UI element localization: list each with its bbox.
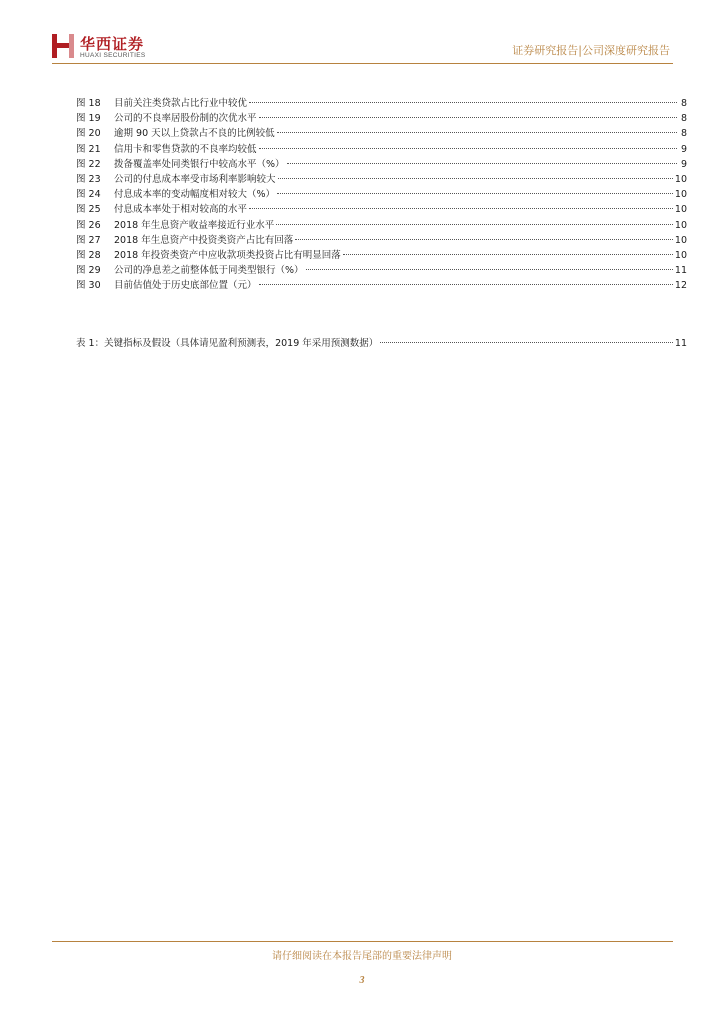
figure-page-number: 10 bbox=[674, 234, 687, 246]
leader-dots bbox=[249, 208, 673, 209]
figure-toc-label bbox=[76, 278, 257, 293]
figure-number: 图 22 bbox=[76, 158, 101, 170]
figure-page-number: 8 bbox=[680, 113, 687, 125]
figure-toc-entry[interactable] bbox=[76, 142, 687, 157]
figure-title: 2018 年投资类资产中应收款项类投资占比有明显回落 bbox=[114, 249, 341, 261]
figure-title: 公司的净息差之前整体低于同类型银行（%） bbox=[114, 265, 304, 277]
brand-name-en: HUAXI SECURITIES bbox=[80, 52, 146, 59]
leader-dots bbox=[287, 163, 677, 164]
figure-page-number: 9 bbox=[680, 158, 687, 170]
leader-dots bbox=[278, 178, 673, 179]
figure-toc-entry[interactable] bbox=[76, 111, 687, 126]
figure-title: 公司的不良率居股份制的次优水平 bbox=[114, 113, 257, 125]
figure-title: 2018 年生息资产收益率接近行业水平 bbox=[114, 219, 275, 231]
figure-number: 图 27 bbox=[76, 234, 101, 246]
figure-toc-entry[interactable] bbox=[76, 233, 687, 248]
figure-page-number: 11 bbox=[674, 265, 687, 277]
huaxi-logo-icon bbox=[52, 34, 74, 58]
figure-page-number: 10 bbox=[674, 204, 687, 216]
table-toc-entry[interactable] bbox=[76, 336, 687, 351]
figure-toc-label bbox=[76, 263, 304, 278]
figure-toc-label bbox=[76, 111, 257, 126]
figure-page-number: 8 bbox=[680, 98, 687, 109]
figure-page-number: 10 bbox=[674, 249, 687, 261]
leader-dots bbox=[259, 148, 677, 149]
figure-title: 拨备覆盖率处同类银行中较高水平（%） bbox=[114, 158, 285, 170]
figure-toc-entry[interactable] bbox=[76, 157, 687, 172]
figure-page-number: 10 bbox=[674, 189, 687, 201]
legal-disclaimer-notice: 请仔细阅读在本报告尾部的重要法律声明 bbox=[272, 951, 452, 962]
figure-number: 图 29 bbox=[76, 265, 101, 277]
figure-page-number: 10 bbox=[674, 219, 687, 231]
figure-toc-label bbox=[76, 233, 293, 248]
figure-number: 图 28 bbox=[76, 249, 101, 261]
figure-toc-entry[interactable] bbox=[76, 218, 687, 233]
leader-dots bbox=[277, 132, 677, 133]
figure-toc-label bbox=[76, 96, 247, 111]
figure-toc-entry[interactable] bbox=[76, 187, 687, 202]
leader-dots bbox=[306, 269, 673, 270]
figure-title: 付息成本率处于相对较高的水平 bbox=[114, 204, 248, 216]
figure-number: 图 30 bbox=[76, 280, 101, 292]
header-divider bbox=[52, 63, 673, 64]
figure-toc-label bbox=[76, 126, 275, 141]
leader-dots bbox=[276, 224, 673, 225]
page-header bbox=[0, 0, 724, 70]
leader-dots bbox=[259, 284, 673, 285]
figure-number: 图 25 bbox=[76, 204, 101, 216]
leader-dots bbox=[249, 102, 677, 103]
figure-toc-entry[interactable] bbox=[76, 172, 687, 187]
figure-number: 图 26 bbox=[76, 219, 101, 231]
figure-number: 图 19 bbox=[76, 113, 101, 125]
figure-title: 逾期 90 天以上贷款占不良的比例较低 bbox=[114, 128, 275, 140]
figure-toc-label bbox=[76, 248, 341, 263]
figure-toc-label bbox=[76, 202, 247, 217]
table-title: 表 1：关键指标及假设（具体请见盈利预测表，2019 年采用预测数据） bbox=[76, 338, 379, 349]
figure-number: 图 18 bbox=[76, 98, 101, 109]
figure-toc-entry[interactable] bbox=[76, 278, 687, 293]
figure-number: 图 23 bbox=[76, 173, 101, 185]
figure-title: 2018 年生息资产中投资类资产占比有回落 bbox=[114, 234, 294, 246]
figure-number: 图 21 bbox=[76, 143, 101, 155]
leader-dots bbox=[380, 342, 673, 343]
figure-toc-entry[interactable] bbox=[76, 248, 687, 263]
figure-number: 图 24 bbox=[76, 189, 101, 201]
figure-toc-label bbox=[76, 142, 257, 157]
figure-page-number: 10 bbox=[674, 173, 687, 185]
figure-page-number: 8 bbox=[680, 128, 687, 140]
figure-toc-entry[interactable] bbox=[76, 126, 687, 141]
figure-toc-entry[interactable] bbox=[76, 202, 687, 217]
figure-list bbox=[76, 96, 687, 293]
figure-toc-label bbox=[76, 187, 275, 202]
leader-dots bbox=[295, 239, 673, 240]
leader-dots bbox=[259, 117, 677, 118]
figure-title: 公司的付息成本率受市场利率影响较大 bbox=[114, 173, 276, 185]
figure-toc-label bbox=[76, 218, 274, 233]
footer-divider bbox=[52, 941, 673, 942]
figure-page-number: 12 bbox=[674, 280, 687, 292]
table-list bbox=[76, 336, 687, 351]
table-page-number: 11 bbox=[674, 338, 687, 349]
report-type-label: 证券研究报告|公司深度研究报告 bbox=[512, 44, 670, 57]
figure-toc-entry[interactable] bbox=[76, 263, 687, 278]
figure-title: 目前关注类贷款占比行业中较优 bbox=[114, 98, 248, 109]
figure-toc-label bbox=[76, 157, 285, 172]
figure-number: 图 20 bbox=[76, 128, 101, 140]
figure-page-number: 9 bbox=[680, 143, 687, 155]
brand-name-cn: 华西证券 bbox=[80, 35, 145, 53]
leader-dots bbox=[343, 254, 673, 255]
figure-toc-entry[interactable] bbox=[76, 96, 687, 111]
figure-title: 信用卡和零售贷款的不良率均较低 bbox=[114, 143, 257, 155]
figure-toc-label bbox=[76, 172, 276, 187]
leader-dots bbox=[277, 193, 673, 194]
figure-title: 付息成本率的变动幅度相对较大（%） bbox=[114, 189, 276, 201]
figure-title: 目前估值处于历史底部位置（元） bbox=[114, 280, 257, 292]
page-number: 3 bbox=[359, 975, 365, 986]
